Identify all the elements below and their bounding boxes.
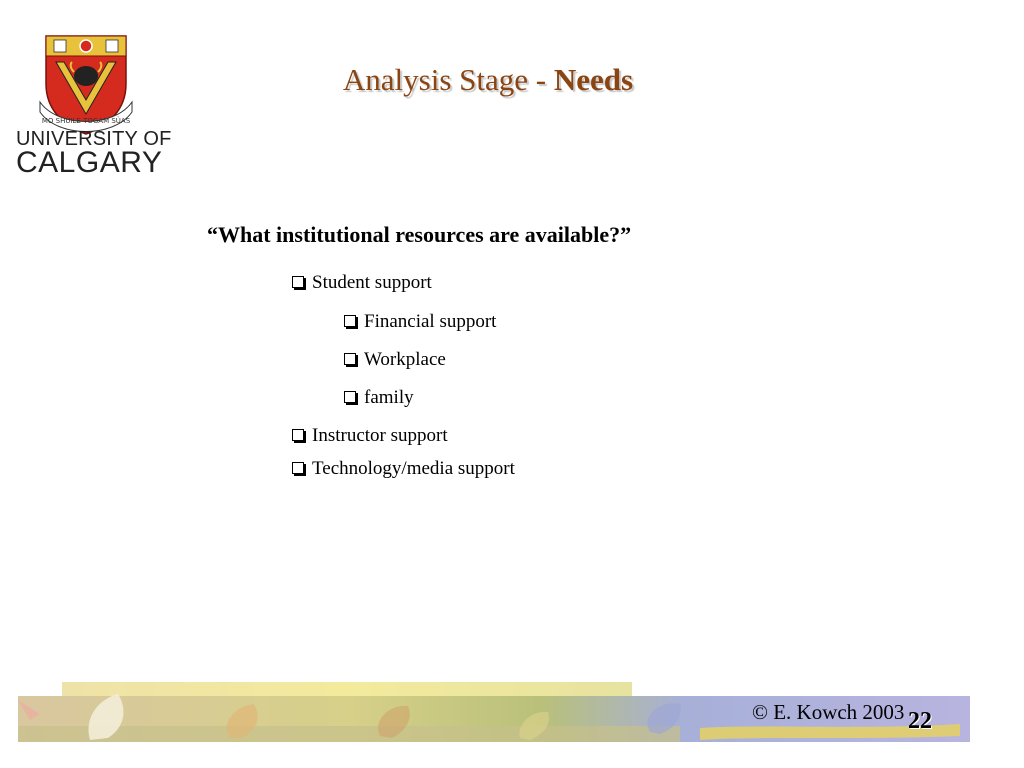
sub-bullet-item: [344, 387, 414, 409]
university-name-line1: UNIVERSITY OF: [16, 128, 172, 150]
bullet-item: [292, 425, 448, 447]
bullet-text: Technology/media support: [312, 458, 515, 479]
bullet-text: Instructor support: [312, 425, 448, 446]
checkbox-bullet-icon: [344, 315, 356, 327]
sub-bullet-item: [344, 311, 496, 333]
checkbox-bullet-icon: [292, 462, 304, 474]
university-logo: [14, 32, 172, 179]
checkbox-bullet-icon: [292, 276, 304, 288]
bullet-text: Financial support: [364, 311, 497, 332]
copyright-text: © E. Kowch 2003: [752, 700, 905, 724]
bullet-item: [292, 458, 515, 480]
bullet-text: Workplace: [364, 349, 446, 370]
university-name-line2: CALGARY: [16, 146, 163, 179]
slide-question: “What institutional resources are available?”: [207, 222, 632, 247]
page-number: 22: [908, 708, 932, 734]
slide-title: [0, 62, 976, 98]
checkbox-bullet-icon: [344, 391, 356, 403]
slide-title-bold: Needs: [553, 62, 634, 97]
checkbox-bullet-icon: [292, 429, 304, 441]
checkbox-bullet-icon: [344, 353, 356, 365]
slide-title-plain: Analysis Stage -: [342, 62, 554, 97]
motto-text: MO SHÙILE TOGAM SÙAS: [41, 117, 131, 125]
bullet-text: family: [364, 387, 414, 408]
bullet-text: Student support: [312, 272, 432, 293]
sub-bullet-item: [344, 349, 446, 371]
bullet-item: [292, 272, 432, 294]
